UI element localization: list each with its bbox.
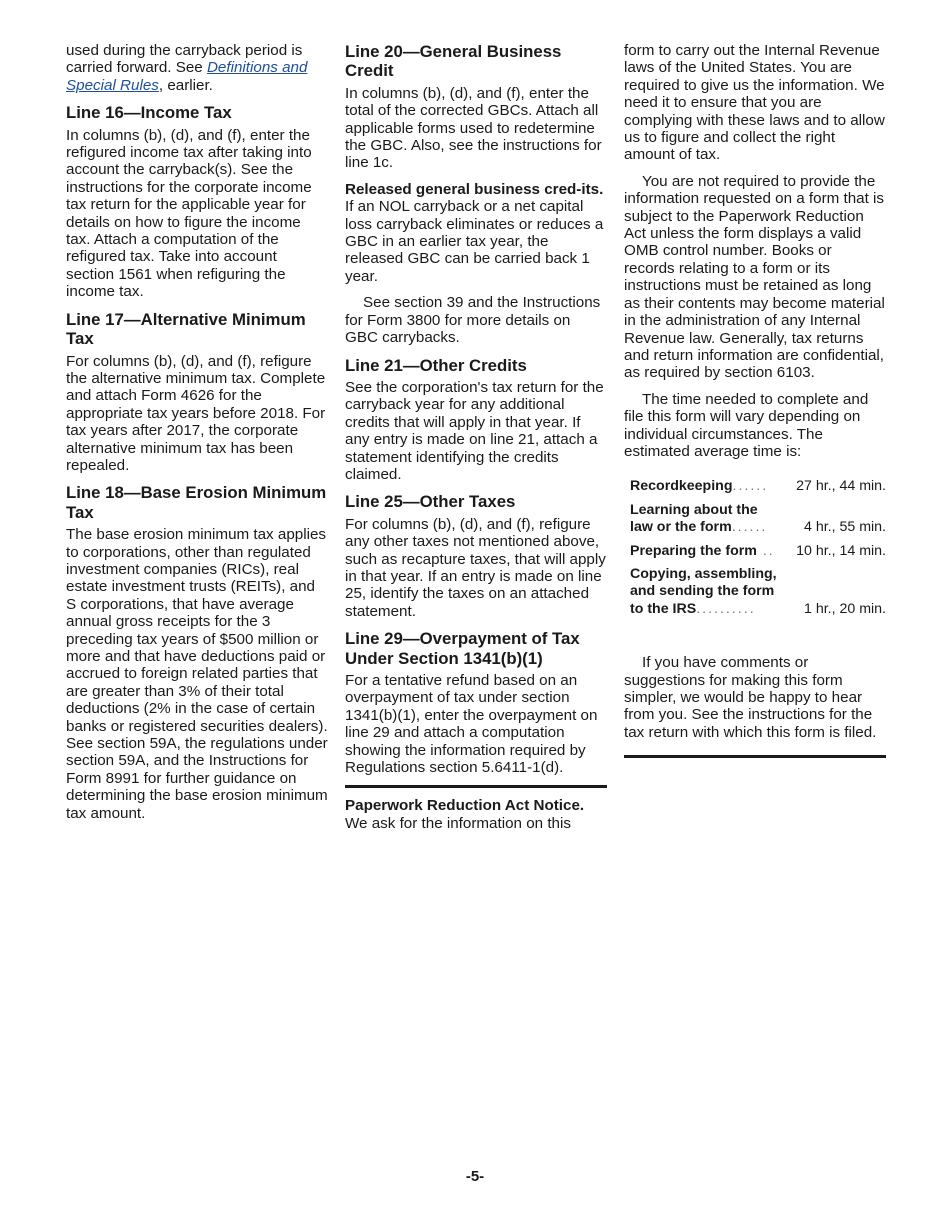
intro-paragraph — [66, 42, 328, 94]
column-end-rule — [624, 755, 886, 758]
time-label: Recordkeeping — [630, 478, 733, 495]
paragraph-see-section39: See section 39 and the Instructions for Form 3800 for more details on GBC carrybacks. — [345, 294, 601, 347]
definitions-link[interactable]: Definitions and Special Rules — [66, 59, 308, 94]
time-label: law or the form — [630, 519, 732, 536]
time-value: 4 hr., 55 min. — [803, 519, 886, 536]
released-gbc-title: Released general business cred-its. — [345, 180, 604, 198]
time-value: 1 hr., 20 min. — [803, 600, 886, 617]
paragraph-line29: For a tentative refund based on an overpayment of tax under section 1341(b)(1), enter the overpayment on line 29 and attach a computation showing the information required by Regulations section 5.6411-1(d). — [345, 672, 598, 777]
heading-line29: Line 29—Overpayment of Tax Under Section 1341(b)(1) — [345, 629, 580, 668]
heading-line20: Line 20—General Business Credit — [345, 42, 562, 81]
column-middle — [345, 42, 607, 832]
time-label: and sending the form — [630, 583, 775, 600]
heading-line25: Line 25—Other Taxes — [345, 492, 516, 512]
paragraph-line21: See the corporation's tax return for the carryback year for any additional credits that will apply in that year. If any entry is made on line 21, attach a statement identifying the credits claimed. — [345, 378, 604, 483]
page-number: -5- — [465, 1168, 485, 1185]
time-row-preparing: Preparing the form .. 10 hr., 14 min. — [630, 542, 886, 559]
paragraph-line16: In columns (b), (d), and (f), enter the refigured income tax after taking into account the carryback(s). See the instructions for the corporate income tax return for the applicable year for details on how to figure the income tax. Attach a computation of the refigured tax. Take into account section 1561 when refiguring the income tax. — [66, 126, 312, 301]
heading-line21: Line 21—Other Credits — [345, 355, 527, 375]
time-row-learning: Learning about the law or the form...... 4 hr., 55 min. — [630, 501, 886, 536]
time-value: 10 hr., 14 min. — [796, 542, 886, 559]
heading-line18: Line 18—Base Erosion Minimum Tax — [66, 483, 327, 522]
time-label: Learning about the — [630, 501, 758, 518]
pra-notice-title: Paperwork Reduction Act Notice. — [345, 797, 585, 815]
time-label: Preparing the form — [630, 542, 757, 559]
column-right — [624, 42, 886, 758]
paragraph-not-required: You are not required to provide the information requested on a form that is subject to the Paperwork Reduction Act unless the form displays a valid OMB control number. Books or records relating to a form or its instructions must be retained as long as their contents may become material in the administration of any Internal Revenue law. Generally, tax returns and return information are confidential, as required by section 6103. — [624, 172, 885, 382]
paragraph-line20: In columns (b), (d), and (f), enter the total of the corrected GBCs. Attach all applicable forms used to redetermine the GBC. Also, see the instructions for line 1c. — [345, 84, 602, 172]
time-label: to the IRS — [630, 600, 697, 617]
paragraph-line18: The base erosion minimum tax applies to corporations, other than regulated investment companies (RICs), real estate investment trusts (REITs), and S corporations, that have average annual gross receipts for the 3 preceding tax years of $500 million or more and that have deductions paid or accrued to foreign related parties that are greater than 3% of their total deductions (2% in the case of certain banks or registered securities dealers). See section 59A, the regulations under section 59A, and the Instructions for Form 8991 for further guidance on determining the base erosion minimum tax amount. — [66, 526, 328, 822]
released-gbc-text: If an NOL carryback or a net capital loss carryback eliminates or reduces a GBC in an earlier tax year, the released GBC can be carried back 1 year. — [345, 198, 604, 285]
intro-text: used during the carryback period is carried forward. See — [66, 42, 303, 77]
time-label: Copying, assembling, — [630, 565, 777, 582]
heading-line17: Line 17—Alternative Minimum Tax — [66, 309, 306, 349]
intro-text-end: , earlier. — [158, 76, 213, 94]
released-gbc-paragraph — [345, 181, 607, 285]
paragraph-pra-continued: form to carry out the Internal Revenue laws of the United States. You are required to give us the information. We need it to ensure that you are complying with these laws and to allow us to figure and collect the right amount of tax. — [624, 42, 885, 164]
paragraph-time-needed: The time needed to complete and file this form will vary depending on individual circumstances. The estimated average time is: — [624, 390, 869, 460]
time-row-copying: Copying, assembling, and sending the form to the IRS.......... 1 hr., 20 min. — [630, 565, 886, 617]
time-estimate-table — [630, 478, 886, 618]
column-left — [66, 42, 328, 831]
section-divider — [345, 785, 607, 788]
paragraph-line25: For columns (b), (d), and (f), refigure any other taxes not mentioned above, such as recapture taxes, that will apply in that year. If an entry is made on line 25, identify the taxes on an attached statement. — [345, 515, 606, 620]
heading-line16: Line 16—Income Tax — [66, 103, 232, 123]
time-row-recordkeeping: Recordkeeping...... 27 hr., 44 min. — [630, 478, 886, 495]
paragraph-comments: If you have comments or suggestions for making this form simpler, we would be happy to hear from you. See the instructions for the tax return with which this form is filed. — [624, 654, 877, 741]
time-value: 27 hr., 44 min. — [796, 478, 886, 495]
paragraph-line17: For columns (b), (d), and (f), refigure the alternative minimum tax. Complete and attach Form 4626 for the appropriate tax years before 2018. For tax years after 2017, the corporate alternative minimum tax has been repealed. — [66, 352, 326, 474]
pra-notice-text: We ask for the information on this — [345, 814, 571, 832]
